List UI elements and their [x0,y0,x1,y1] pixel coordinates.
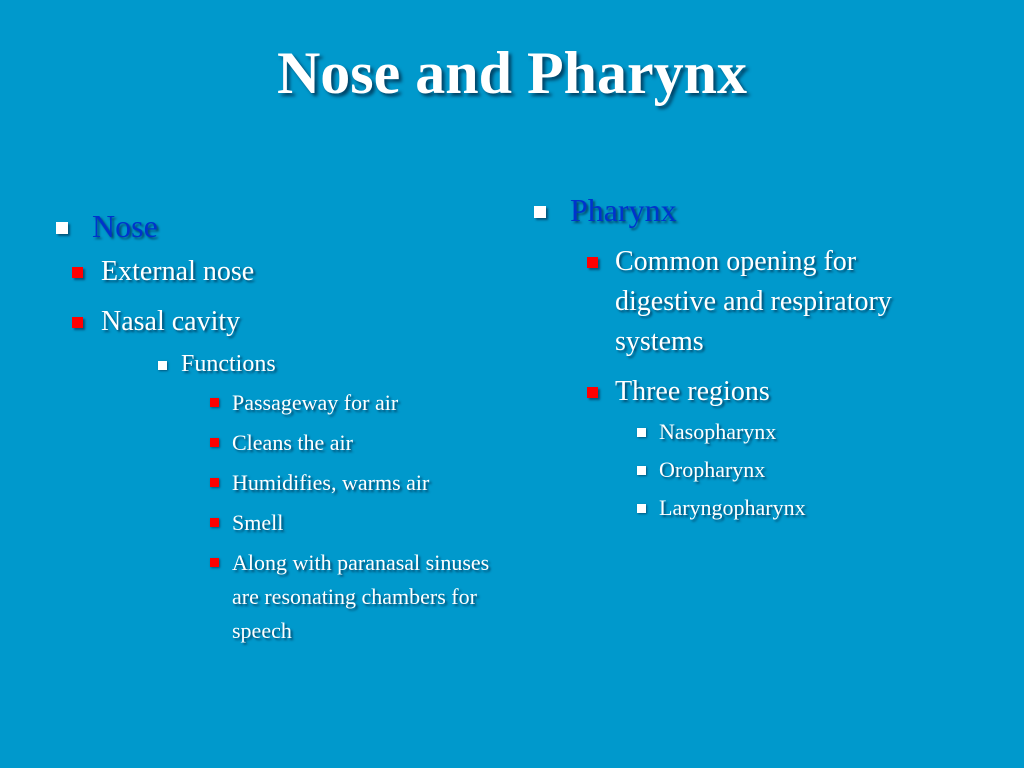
list-item-text: External nose [101,256,255,287]
list-item-text: Smell [232,510,284,535]
list-item-text: Nasal cavity [101,306,241,337]
list-item-text: Laryngopharynx [659,495,806,520]
red-square-bullet-icon [210,558,219,567]
red-square-bullet-icon [72,317,83,328]
pharynx-heading: Pharynx [570,192,677,228]
list-item [534,414,964,450]
list-item [534,490,964,526]
square-bullet-icon [56,222,68,234]
list-item [56,546,512,648]
right-column [534,192,964,526]
list-item [56,252,506,292]
list-item-text: Along with paranasal sinuses are resonating chambers for speech [232,550,490,643]
red-square-bullet-icon [72,267,83,278]
list-item-text: Three regions [615,376,770,407]
left-column [56,208,506,648]
list-item [56,302,506,342]
red-square-bullet-icon [210,478,219,487]
list-item-text: Oropharynx [659,457,766,482]
square-bullet-icon [637,466,646,475]
list-item-text: Humidifies, warms air [232,470,430,495]
pharynx-heading-item [534,192,964,228]
list-item [56,466,506,500]
slide-title: Nose and Pharynx [276,40,748,106]
functions-item [56,348,506,380]
list-item-text: Nasopharynx [659,419,777,444]
red-square-bullet-icon [210,438,219,447]
list-item [534,242,964,362]
list-item-text: Passageway for air [232,390,399,415]
red-square-bullet-icon [587,387,598,398]
red-square-bullet-icon [210,398,219,407]
list-item [534,372,964,412]
nose-heading: Nose [92,208,158,244]
list-item [56,426,506,460]
square-bullet-icon [534,206,546,218]
square-bullet-icon [637,504,646,513]
list-item-text: Common opening for digestive and respiratory systems [615,246,892,357]
square-bullet-icon [158,361,167,370]
list-item-text: Cleans the air [232,430,353,455]
red-square-bullet-icon [210,518,219,527]
list-item [534,452,964,488]
nose-heading-item [56,208,506,244]
square-bullet-icon [637,428,646,437]
red-square-bullet-icon [587,257,598,268]
functions-label: Functions [181,351,276,377]
list-item [56,506,506,540]
list-item [56,386,506,420]
